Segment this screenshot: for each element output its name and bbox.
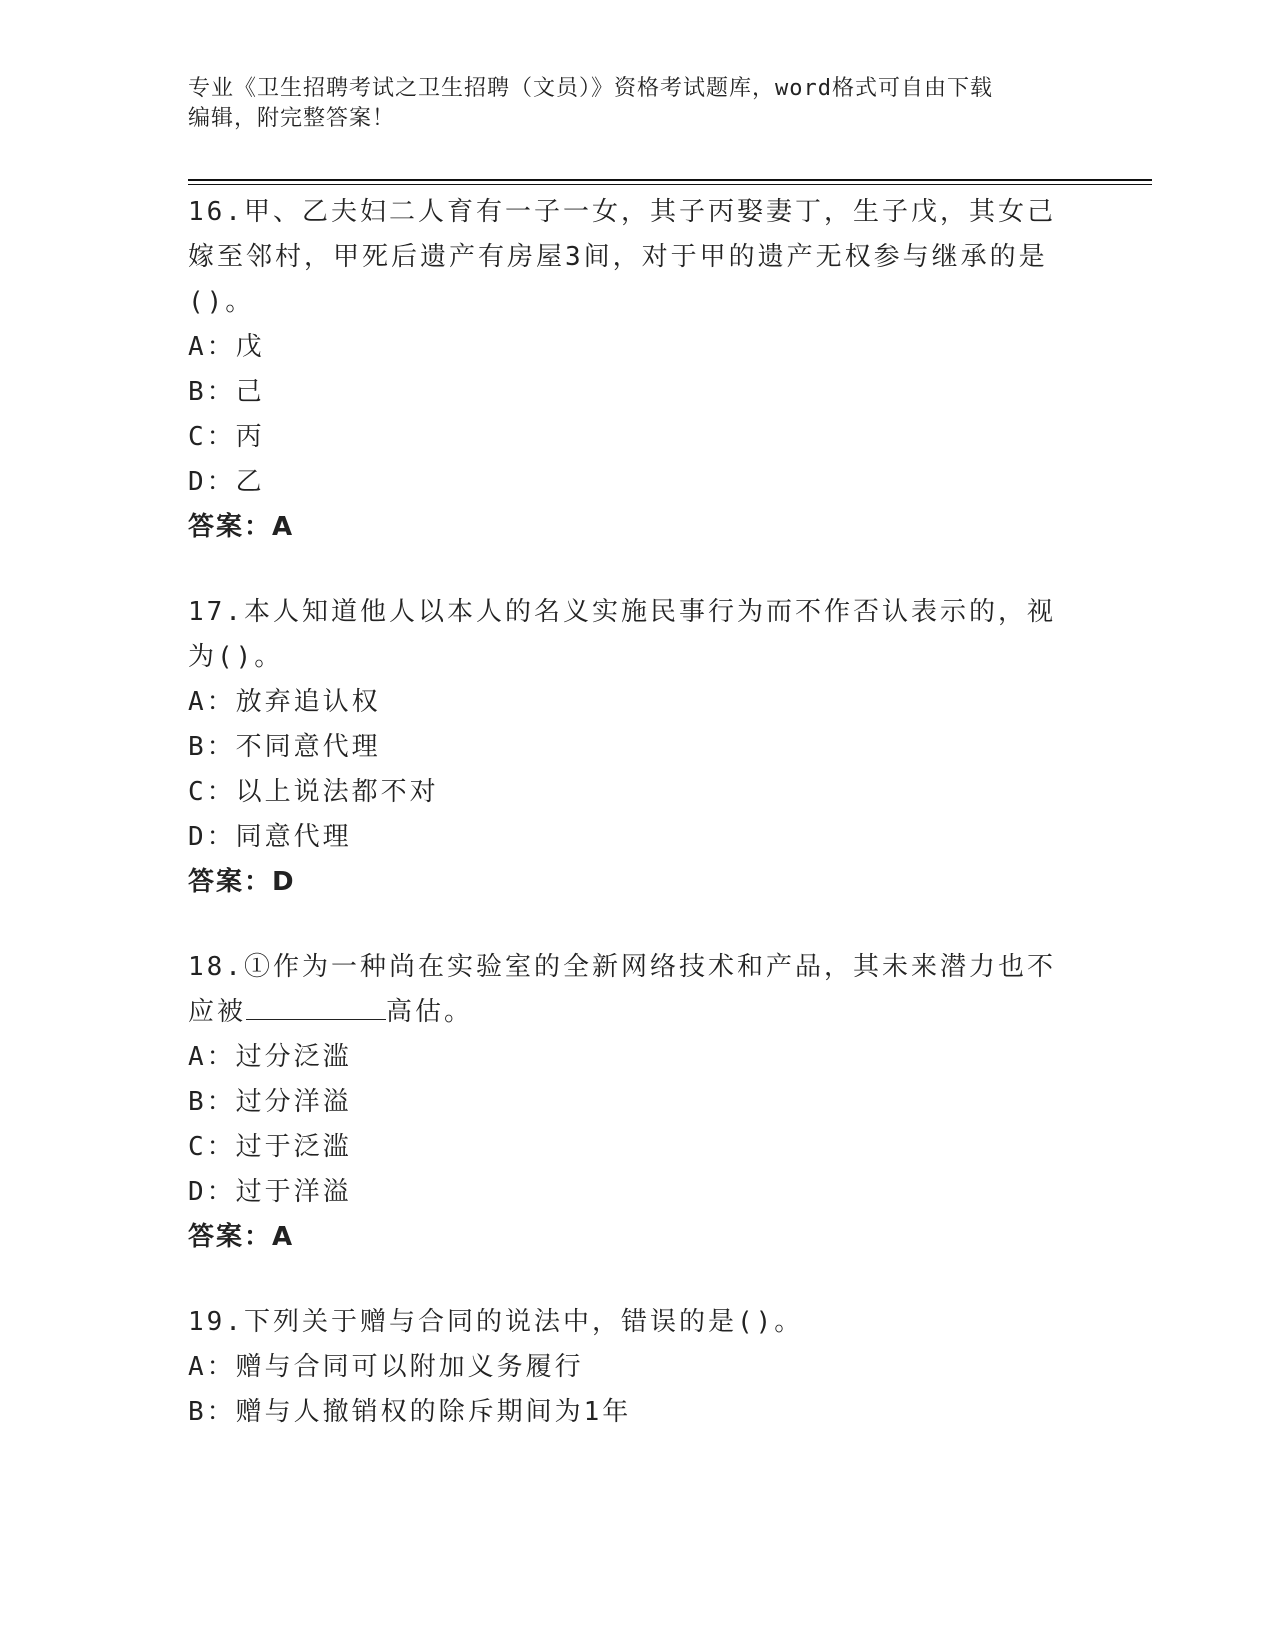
header-rule-thick xyxy=(188,179,1152,181)
question-stem xyxy=(188,945,1068,1035)
option-a: A：戊 xyxy=(188,332,265,362)
question-17 xyxy=(188,590,1088,905)
option-b: B：己 xyxy=(188,377,265,407)
document-header xyxy=(188,74,1068,134)
option-b: B：不同意代理 xyxy=(188,732,381,762)
option-c: C：以上说法都不对 xyxy=(188,777,439,807)
question-list xyxy=(188,190,1088,1475)
header-rule-thin xyxy=(188,184,1152,185)
question-16 xyxy=(188,190,1088,550)
option-b: B：过分洋溢 xyxy=(188,1087,352,1117)
option-a: A：赠与合同可以附加义务履行 xyxy=(188,1352,584,1382)
question-stem: 16.甲、乙夫妇二人育有一子一女，其子丙娶妻丁，生子戊，其女己嫁至邻村，甲死后遗产有房屋3间，对于甲的遗产无权参与继承的是()。 xyxy=(188,197,1056,317)
question-stem: 17.本人知道他人以本人的名义实施民事行为而不作否认表示的，视为()。 xyxy=(188,597,1056,672)
option-c: C：过于泛滥 xyxy=(188,1132,352,1162)
header-line-1: 专业《卫生招聘考试之卫生招聘（文员）》资格考试题库，word格式可自由下载 xyxy=(188,76,993,101)
question-19 xyxy=(188,1300,1088,1435)
option-d: D：同意代理 xyxy=(188,822,352,852)
option-c: C：丙 xyxy=(188,422,265,452)
option-a: A：过分泛滥 xyxy=(188,1042,352,1072)
question-stem: 19.下列关于赠与合同的说法中，错误的是()。 xyxy=(188,1307,804,1337)
answer-label: 答案：D xyxy=(188,867,296,897)
question-18 xyxy=(188,945,1088,1260)
answer-label: 答案：A xyxy=(188,512,295,542)
stem-text-after-blank: 高估。 xyxy=(386,997,474,1027)
fill-in-blank xyxy=(246,993,386,1020)
header-line-2: 编辑，附完整答案！ xyxy=(188,106,396,131)
stem-text-before-blank: 18.①作为一种尚在实验室的全新网络技术和产品，其未来潜力也不应被 xyxy=(188,952,1056,1027)
option-d: D：过于洋溢 xyxy=(188,1177,352,1207)
option-a: A：放弃追认权 xyxy=(188,687,381,717)
option-b: B：赠与人撤销权的除斥期间为1年 xyxy=(188,1397,632,1427)
answer-label: 答案：A xyxy=(188,1222,295,1252)
option-d: D：乙 xyxy=(188,467,265,497)
